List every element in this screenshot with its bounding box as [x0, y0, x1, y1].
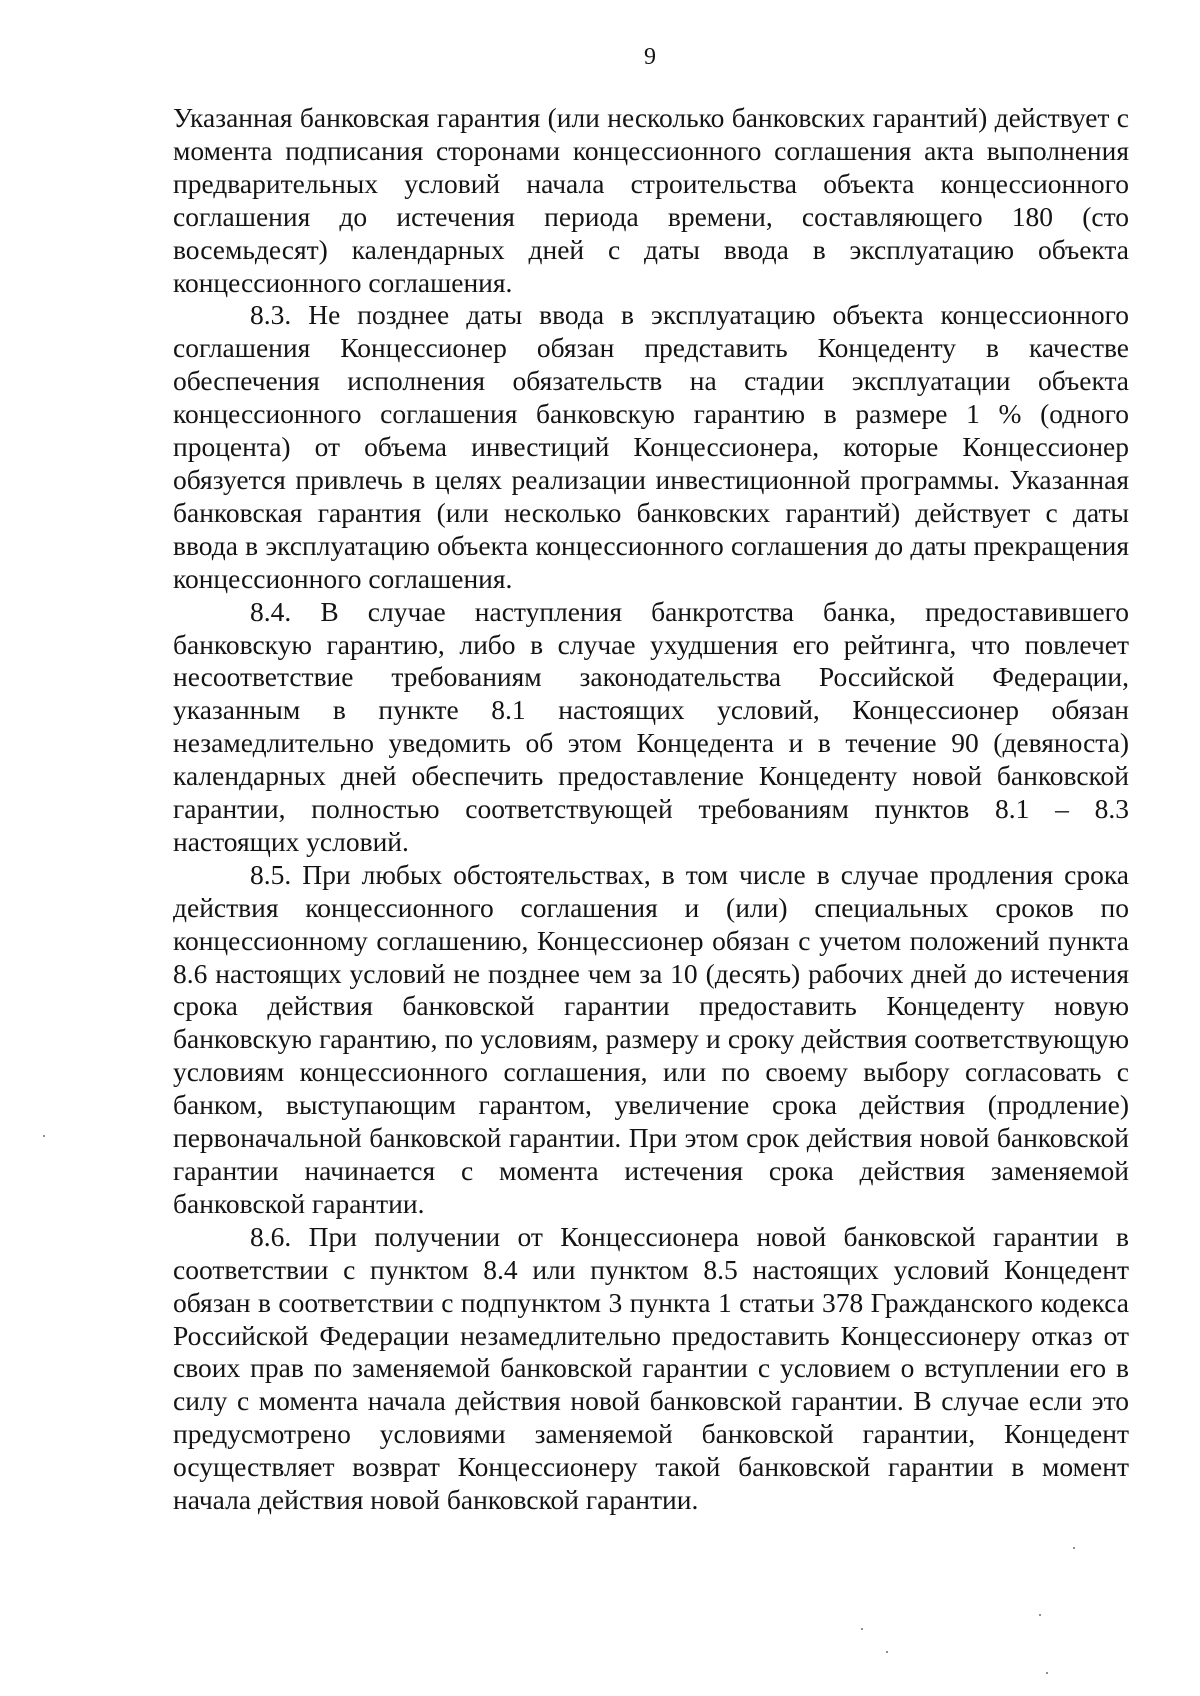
document-body [173, 102, 1129, 1517]
scan-speck [1046, 1672, 1048, 1674]
paragraph-8-6: 8.6. При получении от Концессионера новой банковской гарантии в соответствии с пунктом 8.4 или пунктом 8.5 настоящих условий Концедент обязан в соответствии с подпунктом 3 пункта 1 статьи 378 Гражданского кодекса Российской Федерации незамедлительно предоставить Концессионеру отказ от своих прав по заменяемой банковской гарантии с условием о вступлении его в силу с момента начала действия новой банковской гарантии. В случае если это предусмотрено условиями заменяемой банковской гарантии, Концедент осуществляет возврат Концессионеру такой банковской гарантии в момент начала действия новой банковской гарантии. [173, 1220, 1129, 1516]
paragraph-8-5: 8.5. При любых обстоятельствах, в том числе в случае продления срока действия концессионного соглашения и (или) специальных сроков по концессионному соглашению, Концессионер обязан с учетом положений пункта 8.6 настоящих условий не позднее чем за 10 (десять) рабочих дней до истечения срока действия банковской гарантии предоставить Концеденту новую банковскую гарантию, по условиям, размеру и сроку действия соответствующую условиям концессионного соглашения, или по своему выбору согласовать с банком, выступающим гарантом, увеличение срока действия (продление) первоначальной банковской гарантии. При этом срок действия новой банковской гарантии начинается с момента истечения срока действия заменяемой банковской гарантии. [173, 858, 1129, 1219]
paragraph-continuation: Указанная банковская гарантия (или несколько банковских гарантий) действует с момента подписания сторонами концессионного соглашения акта выполнения предварительных условий начала строительства объекта концессионного соглашения до истечения периода времени, составляющего 180 (сто восемьдесят) календарных дней с даты ввода в эксплуатацию объекта концессионного соглашения. [173, 102, 1129, 298]
page-number: 9 [644, 44, 656, 70]
scan-speck [886, 1651, 888, 1653]
scan-speck [861, 1628, 863, 1630]
scan-speck [43, 1135, 45, 1137]
paragraph-8-4: 8.4. В случае наступления банкротства банка, предоставившего банковскую гарантию, либо в случае ухудшения его рейтинга, что повлечет несоответствие требованиям законодательства Российской Федерации, указанным в пункте 8.1 настоящих условий, Концессионер обязан незамедлительно уведомить об этом Концедента и в течение 90 (девяноста) календарных дней обеспечить предоставление Концеденту новой банковской гарантии, полностью соответствующей требованиям пунктов 8.1 – 8.3 настоящих условий. [173, 595, 1129, 857]
paragraph-8-3: 8.3. Не позднее даты ввода в эксплуатацию объекта концессионного соглашения Концессионер обязан представить Концеденту в качестве обеспечения исполнения обязательств на стадии эксплуатации объекта концессионного соглашения банковскую гарантию в размере 1 % (одного процента) от объема инвестиций Концессионера, которые Концессионер обязуется привлечь в целях реализации инвестиционной программы. Указанная банковская гарантия (или несколько банковских гарантий) действует с даты ввода в эксплуатацию объекта концессионного соглашения до даты прекращения концессионного соглашения. [173, 299, 1129, 594]
scan-speck [1039, 1614, 1041, 1616]
scan-speck [1073, 1547, 1075, 1549]
